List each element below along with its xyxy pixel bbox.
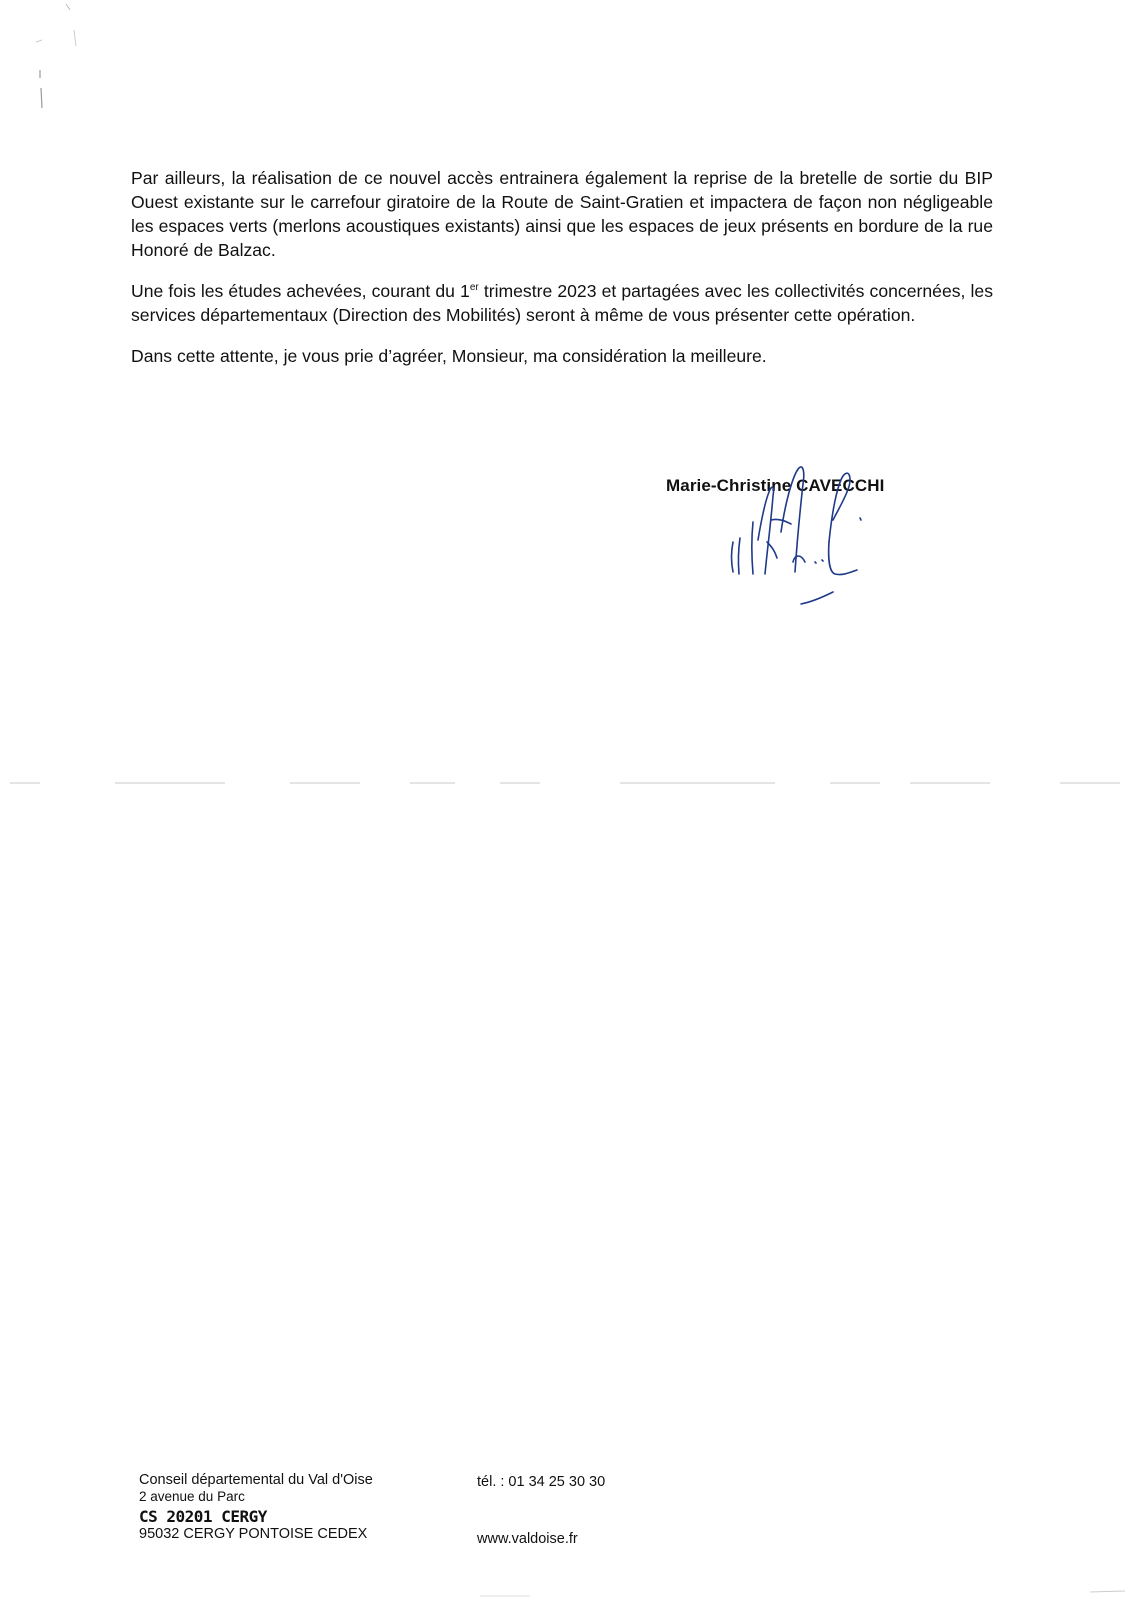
ordinal-superscript: er (469, 282, 479, 293)
letter-body (131, 166, 993, 385)
signer-name: Marie-Christine CAVECCHI (666, 476, 885, 495)
footer-street: 2 avenue du Parc (139, 1489, 245, 1504)
footer-address (139, 1472, 373, 1543)
fold-line (0, 780, 1132, 786)
footer-city: 95032 CERGY PONTOISE CEDEX (139, 1526, 368, 1542)
footer-phone: tél. : 01 34 25 30 30 (477, 1474, 606, 1490)
handwritten-signature (725, 462, 885, 622)
paragraph-studies-text-cont: trimestre 2023 et partagées avec les collectivités concernées, les services départementaux (Direction des Mobilités) seront à même de vous présenter (131, 281, 993, 325)
footer-website-link[interactable]: www.valdoise.fr (477, 1531, 578, 1547)
paragraph-studies-text: Une fois les études achevées, courant du 1 (131, 281, 470, 301)
paragraph-studies (131, 279, 993, 327)
paragraph-access: Par ailleurs, la réalisation de ce nouvel accès entrainera également la reprise de la bretelle de sortie du BIP Ouest existante sur le carrefour giratoire de la Route de Saint-Gratien et impactera de façon non négligeable les espaces verts (merlons acoustiques existants) ainsi que les espaces de jeux présents en bordure de la rue Honoré de Balzac. (131, 168, 993, 260)
footer-cs-stamp: CS 20201 CERGY (139, 1507, 267, 1526)
paragraph-studies-end: cette opération. (794, 305, 916, 325)
paragraph-closing: Dans cette attente, je vous prie d’agréer, Monsieur, ma considération la meilleure. (131, 346, 767, 366)
footer-org-name: Conseil départemental du Val d'Oise (139, 1472, 373, 1488)
